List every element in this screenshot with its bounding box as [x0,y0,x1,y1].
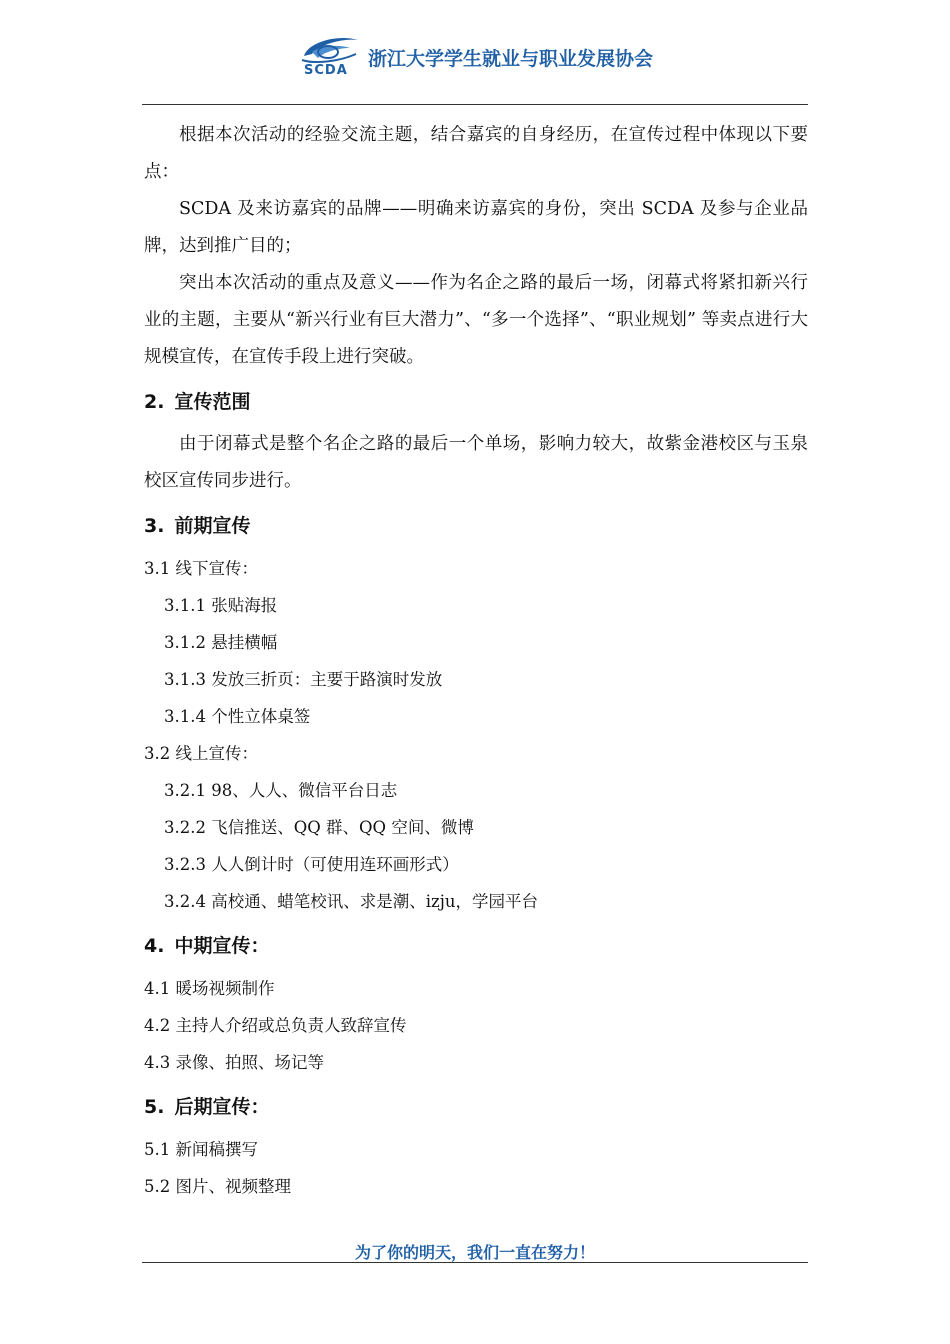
list-item: 3.2.2 飞信推送、QQ 群、QQ 空间、微博 [164,818,474,837]
list-item: 3.2.4 高校通、蜡笔校讯、求是潮、izju，学园平台 [164,892,538,911]
subsection-3-2: 3.2 线上宣传： [144,744,258,763]
list-item: 4.3 录像、拍照、场记等 [144,1053,324,1072]
section-number: 3. [144,515,165,537]
list-item: 3.1.2 悬挂横幅 [164,633,278,652]
intro-paragraph-1: 根据本次活动的经验交流主题，结合嘉宾的自身经历，在宣传过程中体现以下要点： [144,125,808,182]
footer-slogan: 为了你的明天，我们一直在努力！ [354,1243,595,1262]
document-body [144,117,808,1205]
section-number: 5. [144,1096,165,1118]
list-item: 5.1 新闻稿撰写 [144,1140,258,1159]
section-number: 4. [144,935,165,957]
section-title: 中期宣传： [174,935,270,957]
section-heading-4 [144,934,808,958]
logo-text: SCDA [304,63,348,78]
page-header [0,24,950,84]
subsection-3-1: 3.1 线下宣传： [144,559,258,578]
list-item: 3.1.1 张贴海报 [164,596,278,615]
intro-paragraph-2: SCDA 及来访嘉宾的品牌——明确来访嘉宾的身份，突出 SCDA 及参与企业品牌，达到推广目的； [144,199,808,256]
list-item: 4.2 主持人介绍或总负责人致辞宣传 [144,1016,407,1035]
intro-paragraph-3: 突出本次活动的重点及意义——作为名企之路的最后一场，闭幕式将紧扣新兴行业的主题，主要从“新兴行业有巨大潜力”、“多一个选择”、“职业规划” 等卖点进行大规模宣传，在宣传手段上进行突破。 [144,273,808,367]
list-item: 3.2.1 98、人人、微信平台日志 [164,781,398,800]
section-heading-2 [144,390,808,414]
section2-paragraph: 由于闭幕式是整个名企之路的最后一个单场，影响力较大，故紫金港校区与玉泉校区宣传同步进行。 [144,434,808,491]
section-heading-5 [144,1095,808,1119]
section-heading-3 [144,514,808,538]
organization-name: 浙江大学学生就业与职业发展协会 [368,48,654,70]
list-item: 3.1.3 发放三折页：主要于路演时发放 [164,670,443,689]
section-title: 后期宣传： [174,1096,270,1118]
list-item: 5.2 图片、视频整理 [144,1177,291,1196]
header-divider [142,104,808,105]
list-item: 4.1 暖场视频制作 [144,979,275,998]
section-title: 宣传范围 [174,391,251,413]
list-item: 3.1.4 个性立体桌签 [164,707,311,726]
section-number: 2. [144,391,165,413]
footer-divider [142,1262,808,1263]
section-title: 前期宣传 [174,515,251,537]
list-item: 3.2.3 人人倒计时（可使用连环画形式） [164,855,459,874]
